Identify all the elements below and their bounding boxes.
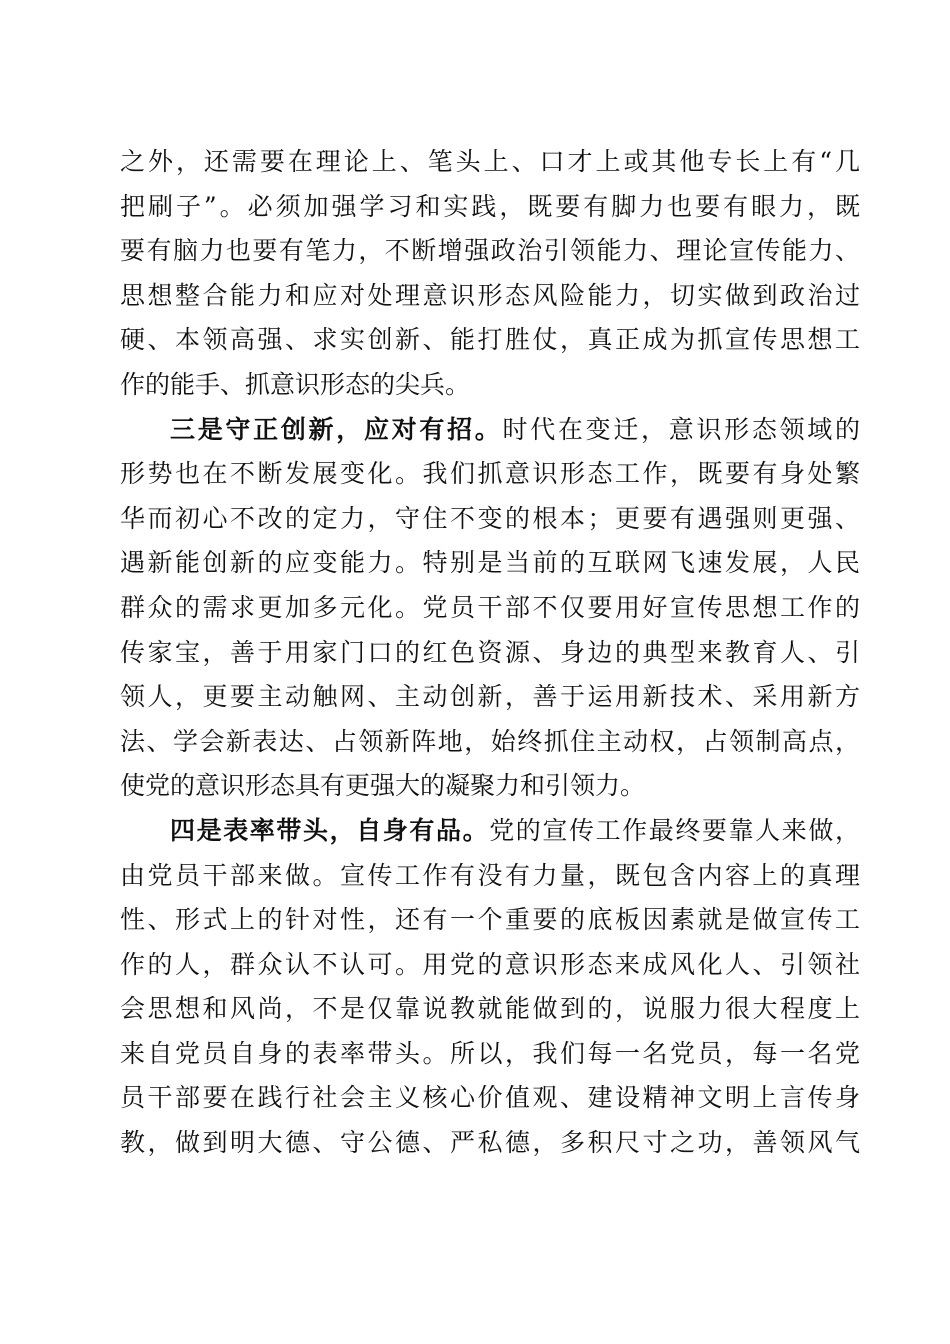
text-line — [120, 408, 860, 453]
text-line: 形势也在不断发展变化。我们抓意识形态工作，既要有身处繁 — [120, 459, 860, 489]
text-line: 把刷子”。必须加强学习和实践，既要有脚力也要有眼力，既 — [120, 191, 860, 221]
paragraph-1 — [120, 140, 860, 408]
text-line: 会思想和风尚，不是仅靠说教就能做到的，说服力很大程度上 — [120, 994, 860, 1024]
text-line: 来自党员自身的表率带头。所以，我们每一名党员，每一名党 — [120, 1038, 860, 1068]
text-line: 使党的意识形态具有更强大的凝聚力和引领力。 — [120, 771, 646, 801]
text-line: 华而初心不改的定力，守住不变的根本；更要有遇强则更强、 — [120, 503, 860, 533]
text-line: 由党员干部来做。宣传工作有没有力量，既包含内容上的真理 — [120, 860, 860, 890]
text-line: 思想整合能力和应对处理意识形态风险能力，切实做到政治过 — [120, 280, 860, 310]
text-line: 员干部要在践行社会主义核心价值观、建设精神文明上言传身 — [120, 1083, 860, 1113]
body-text — [120, 140, 860, 1166]
paragraph-2 — [120, 408, 860, 809]
text-line: 作的人，群众认不认可。用党的意识形态来成风化人、引领社 — [120, 949, 860, 979]
text-line: 传家宝，善于用家门口的红色资源、身边的典型来教育人、引 — [120, 637, 860, 667]
text-line: 要有脑力也要有笔力，不断增强政治引领能力、理论宣传能力、 — [120, 236, 860, 266]
text-line: 群众的需求更加多元化。党员干部不仅要用好宣传思想工作的 — [120, 592, 860, 622]
heading-rest: 时代在变迁，意识形态领域的 — [502, 414, 860, 444]
text-line: 教，做到明大德、守公德、严私德，多积尺寸之功，善领风气 — [120, 1128, 860, 1158]
paragraph-heading: 四是表率带头，自身有品。 — [170, 815, 490, 845]
text-line: 法、学会新表达、占领新阵地，始终抓住主动权，占领制高点， — [120, 726, 860, 756]
heading-rest: 党的宣传工作最终要靠人来做， — [489, 815, 860, 845]
text-line: 遇新能创新的应变能力。特别是当前的互联网飞速发展，人民 — [120, 548, 860, 578]
text-line: 性、形式上的针对性，还有一个重要的底板因素就是做宣传工 — [120, 905, 860, 935]
text-line: 作的能手、抓意识形态的尖兵。 — [120, 369, 471, 399]
text-line: 硬、本领高强、求实创新、能打胜仗，真正成为抓宣传思想工 — [120, 325, 860, 355]
paragraph-heading: 三是守正创新，应对有招。 — [170, 414, 503, 444]
text-line: 领人，更要主动触网、主动创新，善于运用新技术、采用新方 — [120, 682, 860, 712]
text-line — [120, 809, 860, 854]
paragraph-3 — [120, 809, 860, 1166]
text-line: 之外，还需要在理论上、笔头上、口才上或其他专长上有“几 — [120, 147, 860, 176]
